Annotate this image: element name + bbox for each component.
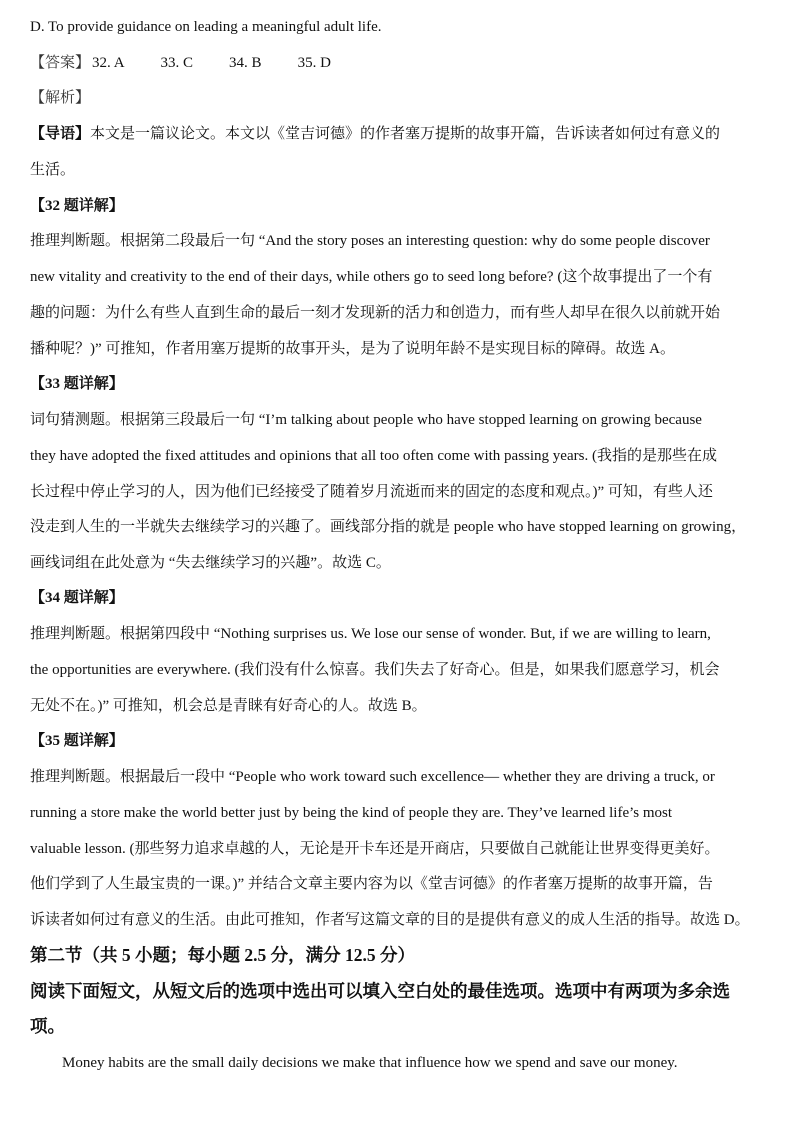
section-title: 第二节（共 5 小题；每小题 2.5 分，满分 12.5 分） [30, 945, 415, 965]
q33-line: 词句猜测题。根据第三段最后一句 “I’m talking about people who have stopped learning on growing because [30, 412, 702, 428]
q33-line: 没走到人生的一半就失去继续学习的兴趣了。画线部分指的就是 people who have stopped learning on growing， [30, 519, 747, 535]
q35-line: valuable lesson. (那些努力追求卓越的人，无论是开卡车还是开商店，只要做自己就能让世界变得更美好。 [30, 841, 720, 857]
guide-text-1: 本文是一篇议论文。本文以《堂吉诃德》的作者塞万提斯的故事开篇，告诉读者如何过有意义的 [90, 126, 721, 142]
guide-tag: 【导语】 [30, 126, 91, 142]
q35-line: 推理判断题。根据最后一段中 “People who work toward such excellence— whether they are driving a truck, or [30, 769, 715, 785]
q32-line: 趣的问题：为什么有些人直到生命的最后一刻才发现新的活力和创造力，而有些人却早在很久以前就开始 [30, 305, 721, 321]
answer-line [30, 53, 778, 73]
q32-line: new vitality and creativity to the end of their days, while others go to seed long before? (这个故事提出了一个有 [30, 269, 713, 285]
answer-32: 32. A [92, 55, 125, 71]
q33-heading: 【33 题详解】 [30, 376, 124, 392]
guide-line-1 [30, 124, 778, 144]
passage-first-line: Money habits are the small daily decisions we make that influence how we spend and save our money. [62, 1055, 678, 1071]
q34-heading: 【34 题详解】 [30, 590, 124, 606]
answer-tag: 【答案】 [30, 55, 91, 71]
q35-line: 诉读者如何过有意义的生活。由此可推知，作者写这篇文章的目的是提供有意义的成人生活的指导。故选 D。 [30, 912, 750, 928]
q33-line: they have adopted the fixed attitudes and opinions that all too often come with passing years. (我指的是那些在成 [30, 448, 717, 464]
analysis-tag: 【解析】 [30, 90, 91, 106]
guide-line-2: 生活。 [30, 162, 76, 178]
q32-line: 播种呢？)” 可推知，作者用塞万提斯的故事开头，是为了说明年龄不是实现目标的障碍。故选 A。 [30, 341, 675, 357]
q34-line: 推理判断题。根据第四段中 “Nothing surprises us. We lose our sense of wonder. But, if we are willing to learn, [30, 626, 711, 642]
q35-line: 他们学到了人生最宝贵的一课。)” 并结合文章主要内容为以《堂吉诃德》的作者塞万提斯的故事开篇，告 [30, 876, 713, 892]
option-d-text: D. To provide guidance on leading a meaningful adult life. [30, 19, 382, 35]
q32-line: 推理判断题。根据第二段最后一句 “And the story poses an interesting question: why do some people discover [30, 233, 710, 249]
q35-line: running a store make the world better just by being the kind of people they are. They’ve learned life’s most [30, 805, 673, 821]
section-instruction-2: 项。 [30, 1016, 65, 1036]
answer-33: 33. C [160, 55, 194, 71]
q34-line: 无处不在。)” 可推知，机会总是青睐有好奇心的人。故选 B。 [30, 698, 427, 714]
q32-heading: 【32 题详解】 [30, 198, 124, 214]
answer-34: 34. B [229, 55, 262, 71]
q34-line: the opportunities are everywhere. (我们没有什么惊喜。我们失去了好奇心。但是，如果我们愿意学习，机会 [30, 662, 720, 678]
section-instruction-1: 阅读下面短文，从短文后的选项中选出可以填入空白处的最佳选项。选项中有两项为多余选 [30, 981, 730, 1001]
q35-heading: 【35 题详解】 [30, 733, 124, 749]
answer-35: 35. D [297, 55, 331, 71]
q33-line: 长过程中停止学习的人，因为他们已经接受了随着岁月流逝而来的固定的态度和观点。)” 可知，有些人还 [30, 484, 713, 500]
q33-line: 画线词组在此处意为 “失去继续学习的兴趣”。故选 C。 [30, 555, 391, 571]
